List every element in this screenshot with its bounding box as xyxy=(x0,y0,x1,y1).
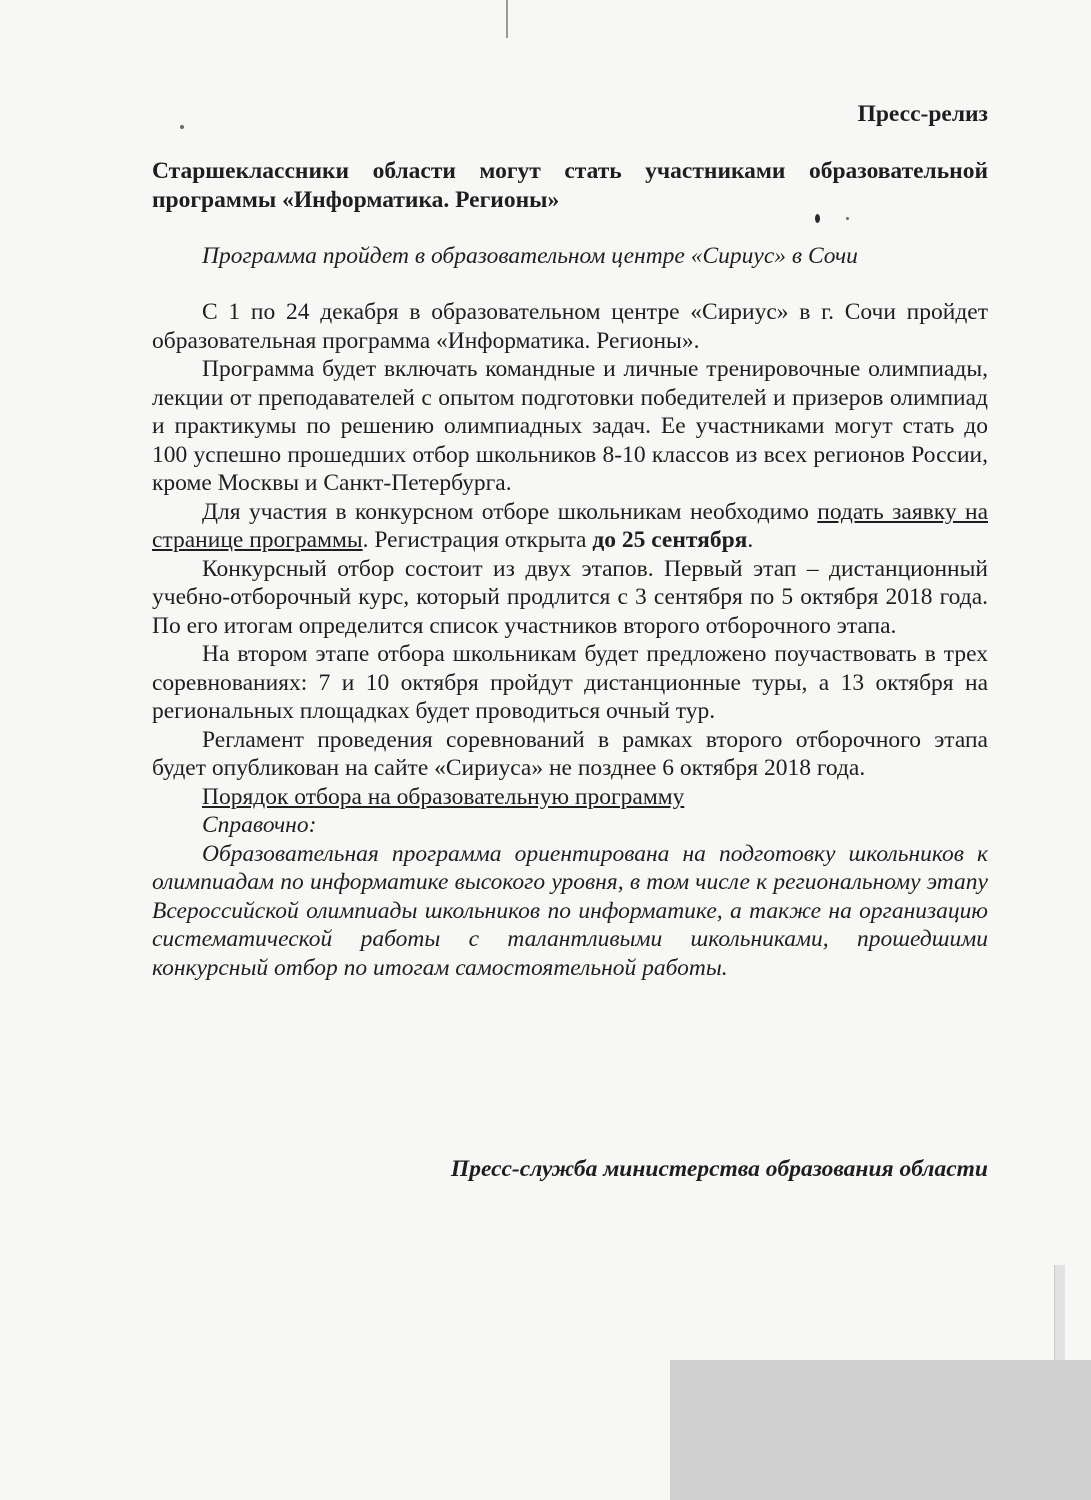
paragraph-text: Для участия в конкурсном отборе школьникам необходимо xyxy=(202,498,818,525)
signature: Пресс-служба министерства образования области xyxy=(450,1156,988,1182)
paragraph: Программа будет включать командные и личные тренировочные олимпиады, лекции от преподавателей с опытом подготовки победителей и призеров олимпиад и практикумы по решению олимпиадных задач. Ее участниками могут стать до 100 успешно прошедших отбор школьников 8-10 классов из всех регионов России, кроме Москвы и Санкт-Петербурга. xyxy=(152,356,988,496)
deadline-date: до 25 сентября xyxy=(592,527,748,553)
selection-procedure-link[interactable]: Порядок отбора на образовательную программу xyxy=(202,783,685,810)
paragraph xyxy=(152,783,988,812)
paragraph-text: . xyxy=(747,527,754,553)
scan-speck xyxy=(815,214,820,223)
paragraph: Конкурсный отбор состоит из двух этапов. Первый этап – дистанционный учебно-отборочный курс, который продлится с 3 сентября по 5 октября 2018 года. По его итогам определится список участников второго отборочного этапа. xyxy=(152,555,988,639)
paragraph: С 1 по 24 декабря в образовательном центре «Сириус» в г. Сочи пройдет образовательная программа «Информатика. Регионы». xyxy=(152,299,988,354)
paragraph: На втором этапе отбора школьникам будет предложено поучаствовать в трех соревнованиях: 7 и 10 октября пройдут дистанционные туры, а 13 октября на региональных площадках будет проводиться очный тур. xyxy=(152,641,988,724)
scan-gray-patch xyxy=(670,1360,1091,1500)
reference-label: Справочно: xyxy=(202,812,317,838)
scan-speck xyxy=(846,217,849,220)
paragraph-text: . Регистрация открыта xyxy=(362,527,593,553)
subheadline: Программа пройдет в образовательном центре «Сириус» в Сочи xyxy=(202,243,858,269)
headline: Старшеклассники области могут стать участниками образовательной программы «Информатика. Регионы» xyxy=(152,158,988,213)
registration-link[interactable]: подать заявку на странице программы xyxy=(152,498,989,553)
press-release-header: Пресс-релиз xyxy=(857,101,988,127)
scan-mark xyxy=(506,0,508,38)
paragraph xyxy=(152,498,988,555)
reference-paragraph: Образовательная программа ориентирована на подготовку школьников к олимпиадам по информатике высокого уровня, в том числе к региональному этапу Всероссийской олимпиады школьников по информатике, а также на организацию систематической работы с талантливыми школьниками, прошедшими конкурсный отбор по итогам самостоятельной работы. xyxy=(152,840,988,981)
article-body xyxy=(152,298,988,982)
paragraph: Регламент проведения соревнований в рамках второго отборочного этапа будет опубликован на сайте «Сириуса» не позднее 6 октября 2018 года. xyxy=(152,726,988,781)
